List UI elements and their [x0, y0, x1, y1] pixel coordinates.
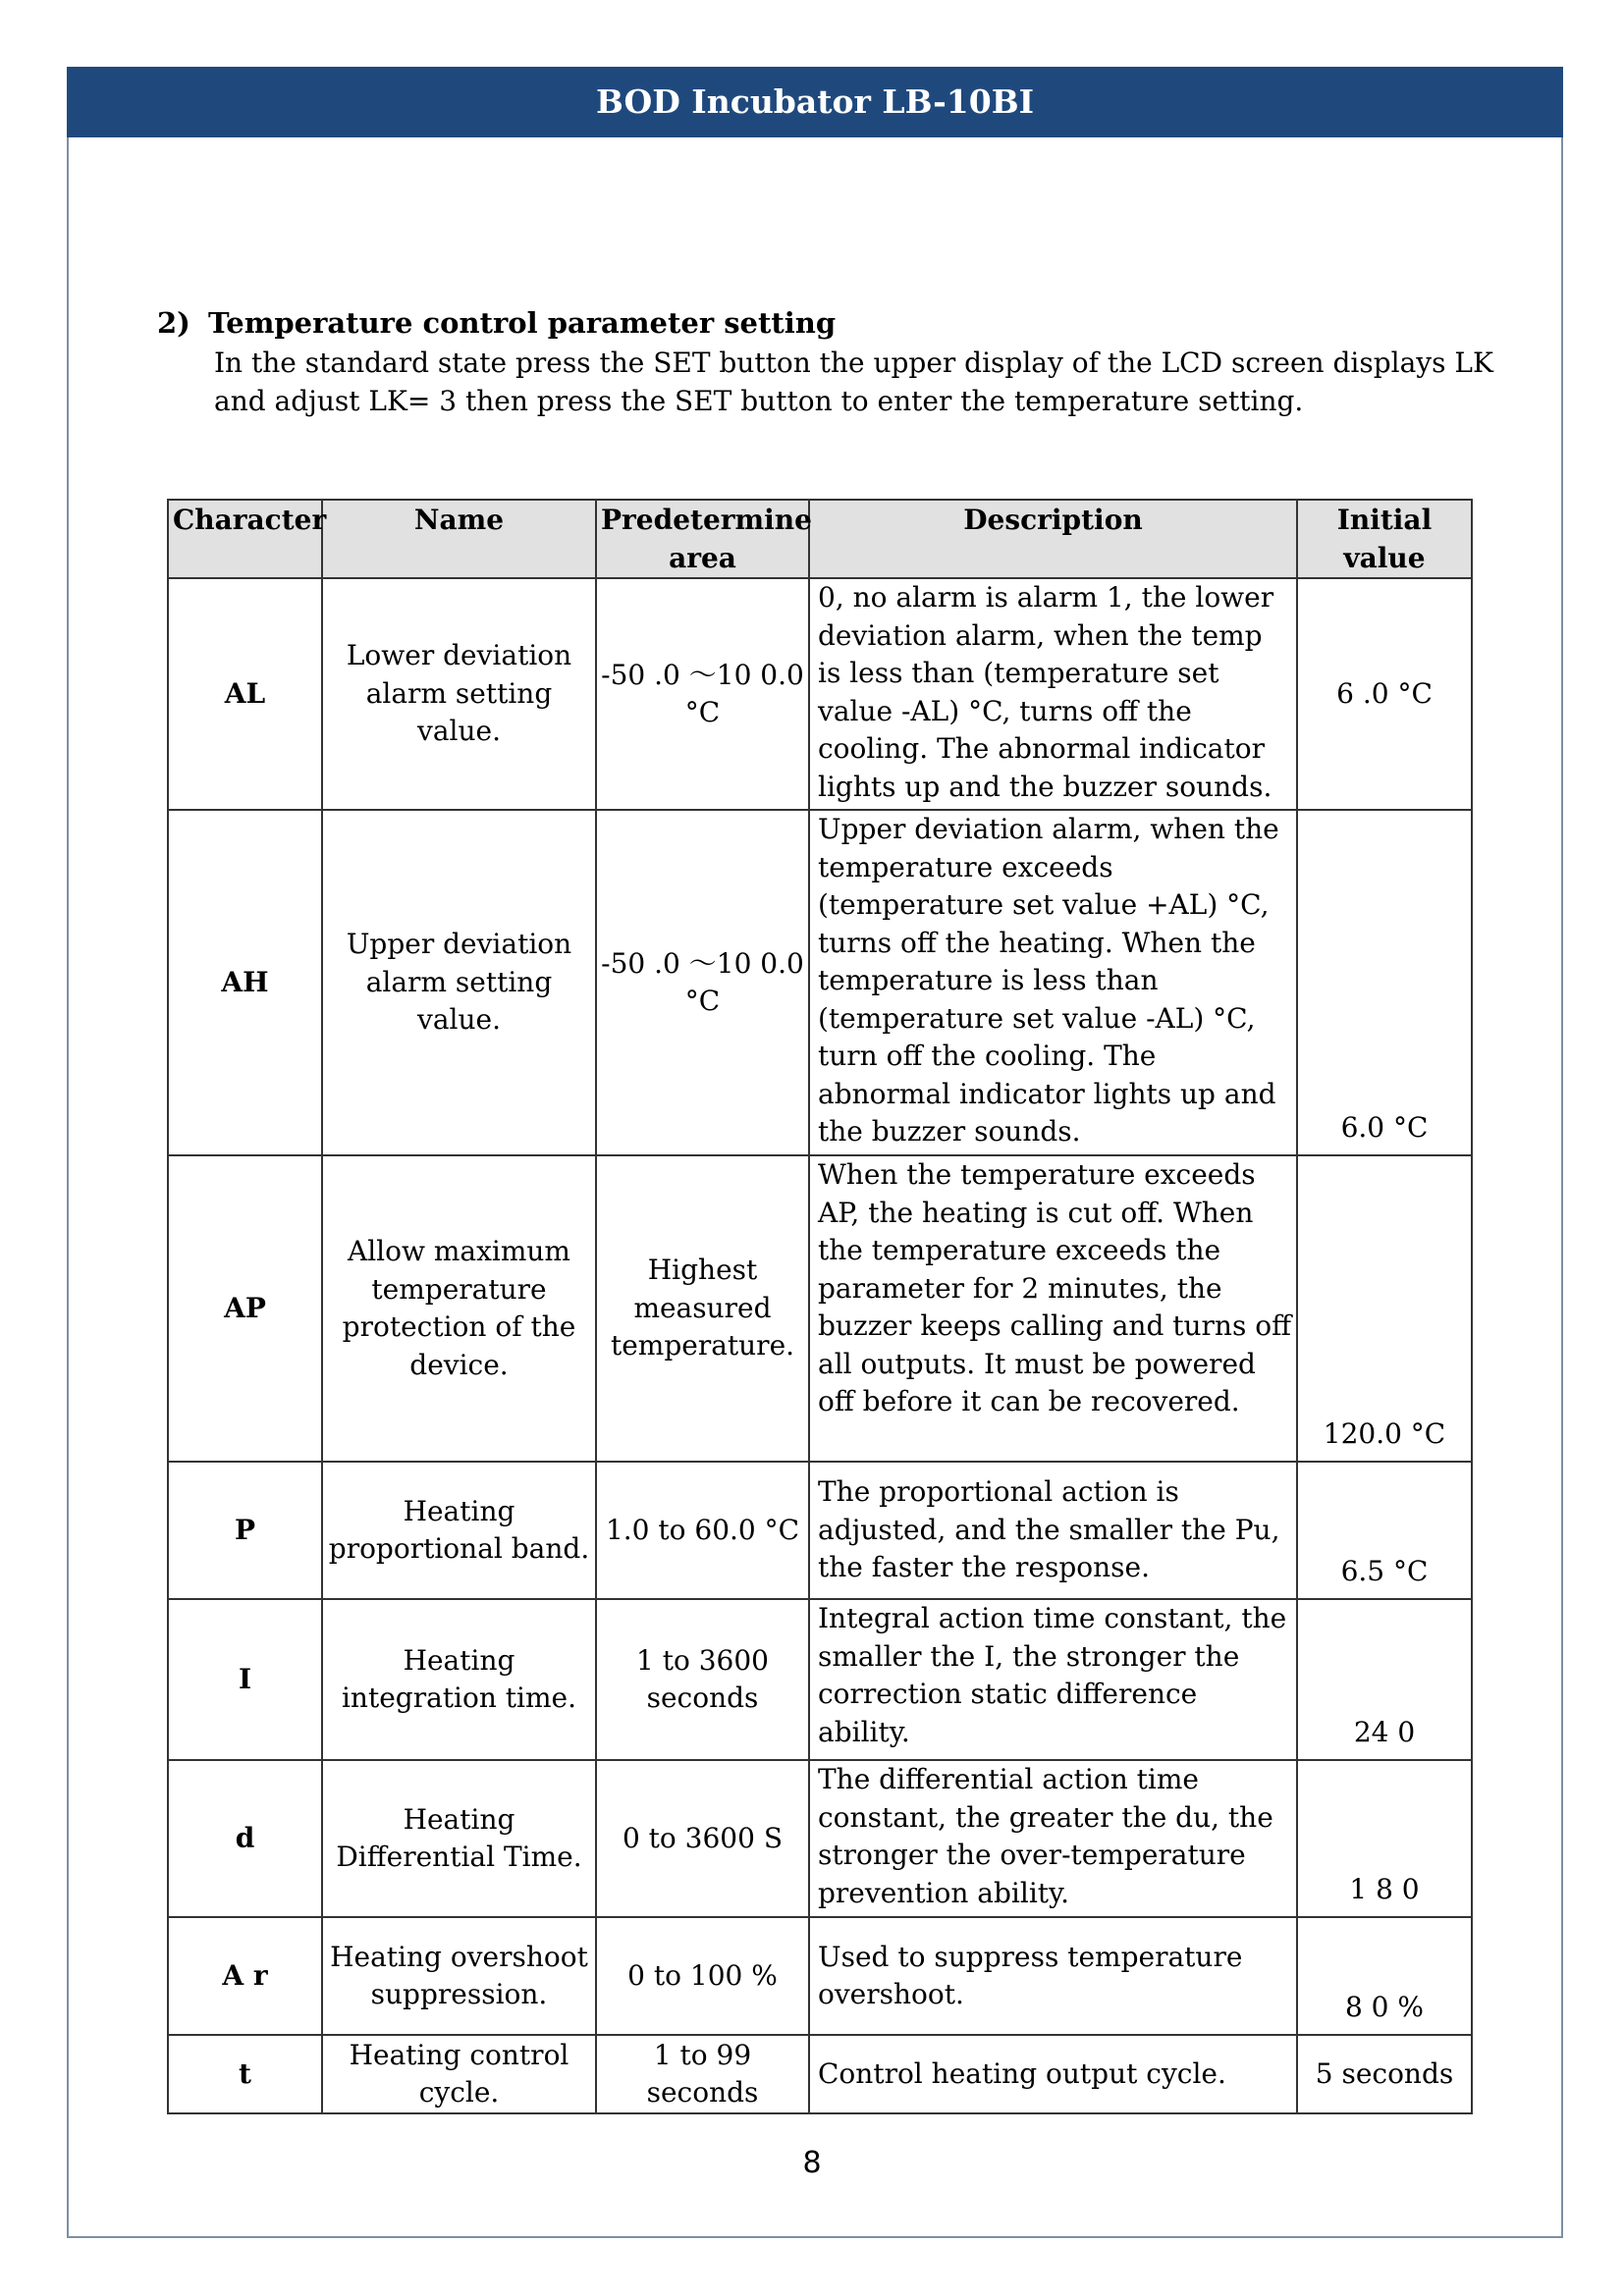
cell-description: The proportional action is adjusted, and the smaller the Pu, the faster the response. — [809, 1462, 1297, 1599]
cell-initial: 6.0 °C — [1297, 810, 1472, 1155]
cell-character: A r — [168, 1917, 322, 2035]
section-title: Temperature control parameter setting — [208, 306, 837, 340]
cell-character: P — [168, 1462, 322, 1599]
table-row — [168, 578, 1472, 810]
cell-range: 1.0 to 60.0 °C — [596, 1462, 809, 1599]
table-row — [168, 1599, 1472, 1760]
cell-range: -50 .0 ～10 0.0 °C — [596, 578, 809, 810]
cell-name: Heating overshoot suppression. — [322, 1917, 596, 2035]
cell-range: 1 to 3600 seconds — [596, 1599, 809, 1760]
table-row — [168, 1462, 1472, 1599]
cell-description: The differential action time constant, the greater the du, the stronger the over-temperature prevention ability. — [809, 1760, 1297, 1917]
cell-initial: 120.0 °C — [1297, 1155, 1472, 1462]
cell-name: Heating proportional band. — [322, 1462, 596, 1599]
table-header-row — [168, 500, 1472, 578]
cell-character: d — [168, 1760, 322, 1917]
parameter-table — [167, 499, 1473, 2114]
table-row — [168, 1917, 1472, 2035]
parameter-section — [157, 304, 1532, 420]
column-header-range: Predetermine area — [596, 500, 809, 578]
cell-name: Allow maximum temperature protection of the device. — [322, 1155, 596, 1462]
cell-initial: 6.5 °C — [1297, 1462, 1472, 1599]
cell-character: AH — [168, 810, 322, 1155]
cell-range: 0 to 3600 S — [596, 1760, 809, 1917]
table-row — [168, 1155, 1472, 1462]
cell-description: 0, no alarm is alarm 1, the lower deviation alarm, when the temp is less than (temperature set value -AL) °C, turns off the cooling. The abnormal indicator lights up and the buzzer sounds. — [809, 578, 1297, 810]
section-heading — [157, 304, 1532, 342]
cell-initial: 6 .0 °C — [1297, 578, 1472, 810]
cell-range: 0 to 100 % — [596, 1917, 809, 2035]
cell-initial: 24 0 — [1297, 1599, 1472, 1760]
cell-character: AL — [168, 578, 322, 810]
column-header-name: Name — [322, 500, 596, 578]
cell-character: AP — [168, 1155, 322, 1462]
cell-name: Lower deviation alarm setting value. — [322, 578, 596, 810]
page-number: 8 — [802, 2146, 822, 2180]
cell-description: Control heating output cycle. — [809, 2035, 1297, 2113]
cell-character: t — [168, 2035, 322, 2113]
cell-description: When the temperature exceeds AP, the heating is cut off. When the temperature exceeds the parameter for 2 minutes, the buzzer keeps calling and turns off all outputs. It must be powered off before it can be recovered. — [809, 1155, 1297, 1462]
section-number: 2) — [157, 306, 190, 340]
cell-name: Heating integration time. — [322, 1599, 596, 1760]
cell-description: Upper deviation alarm, when the temperature exceeds (temperature set value +AL) °C, turns off the heating. When the temperature is less than (temperature set value -AL) °C, turn off the cooling. The abnormal indicator lights up and the buzzer sounds. — [809, 810, 1297, 1155]
section-instructions: In the standard state press the SET button the upper display of the LCD screen displays LK and adjust LK= 3 then press the SET button to enter the temperature setting. — [214, 347, 1493, 417]
cell-range: Highest measured temperature. — [596, 1155, 809, 1462]
cell-initial: 5 seconds — [1297, 2035, 1472, 2113]
cell-range: 1 to 99 seconds — [596, 2035, 809, 2113]
column-header-initial: Initial value — [1297, 500, 1472, 578]
cell-range: -50 .0 ～10 0.0 °C — [596, 810, 809, 1155]
cell-name: Upper deviation alarm setting value. — [322, 810, 596, 1155]
table-row — [168, 810, 1472, 1155]
table-row — [168, 1760, 1472, 1917]
cell-name: Heating control cycle. — [322, 2035, 596, 2113]
column-header-character: Character — [168, 500, 322, 578]
cell-description: Integral action time constant, the smaller the I, the stronger the correction static difference ability. — [809, 1599, 1297, 1760]
column-header-description: Description — [809, 500, 1297, 578]
cell-description: Used to suppress temperature overshoot. — [809, 1917, 1297, 2035]
cell-name: Heating Differential Time. — [322, 1760, 596, 1917]
cell-initial: 1 8 0 — [1297, 1760, 1472, 1917]
document-header: BOD Incubator LB-10BI — [67, 67, 1563, 137]
table-row — [168, 2035, 1472, 2113]
cell-initial: 8 0 % — [1297, 1917, 1472, 2035]
cell-character: I — [168, 1599, 322, 1760]
